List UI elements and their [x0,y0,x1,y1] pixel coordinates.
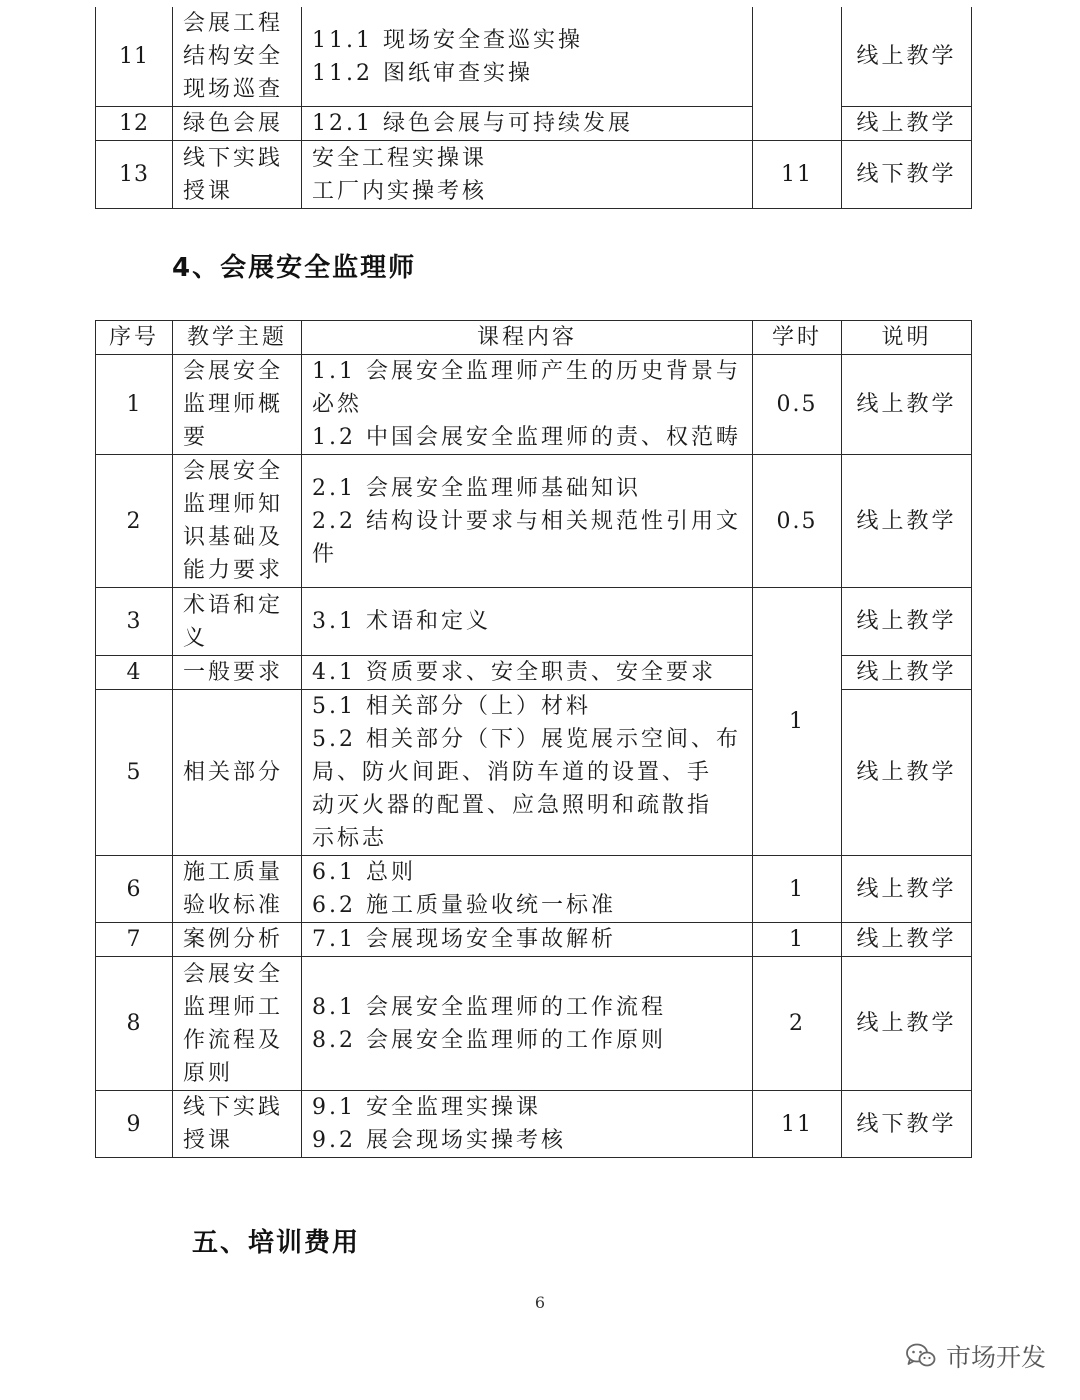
topic-line: 原则 [183,1060,234,1086]
page-number: 6 [534,1293,546,1312]
table-row [96,141,972,209]
row-note: 线上教学 [842,957,972,1091]
row-note: 线上教学 [842,690,972,856]
row-note: 线上教学 [842,588,972,656]
wechat-watermark [906,1338,1046,1374]
content-line: 5.2 相关部分（下）展览展示空间、布 [312,727,741,752]
row-content [302,355,753,455]
row-topic [173,141,302,209]
table-row [96,588,972,656]
content-line: 3.1 术语和定义 [312,609,491,634]
row-hours: 0.5 [753,455,842,588]
topic-line: 监理师知 [183,492,284,517]
row-number: 7 [96,923,173,957]
table-header-row [96,321,972,355]
topic-line: 授课 [183,1128,234,1153]
header-hours: 学时 [753,321,842,355]
table-row [96,923,972,957]
table-row [96,7,972,107]
row-topic [173,588,302,656]
table-row [96,455,972,588]
row-hours: 2 [753,957,842,1091]
topic-line: 会展安全 [183,459,284,484]
content-line: 1.2 中国会展安全监理师的责、权范畴 [312,425,741,450]
content-line: 7.1 会展现场安全事故解析 [312,927,616,952]
content-line: 安全工程实操课 [312,145,488,171]
topic-line: 监理师概 [183,392,284,417]
row-content [302,656,753,690]
table-row [96,856,972,923]
topic-line: 授课 [183,178,234,204]
content-line: 11.1 现场安全查巡实操 [312,27,583,53]
row-content [302,690,753,856]
row-number: 12 [96,107,173,141]
content-line: 1.1 会展安全监理师产生的历史背景与 [312,359,741,384]
row-number: 2 [96,455,173,588]
header-number: 序号 [96,321,173,355]
content-line: 9.1 安全监理实操课 [312,1095,541,1120]
row-note: 线上教学 [842,923,972,957]
row-number: 9 [96,1091,173,1158]
topic-line: 绿色会展 [183,111,284,136]
row-number: 4 [96,656,173,690]
row-content [302,856,753,923]
content-line: 8.2 会展安全监理师的工作原则 [312,1027,666,1053]
row-content [302,923,753,957]
row-hours: 1 [753,856,842,923]
topic-line: 案例分析 [183,927,284,952]
row-topic [173,957,302,1091]
topic-line: 线下实践 [183,145,284,171]
row-number: 6 [96,856,173,923]
table-row [96,1091,972,1158]
row-content [302,588,753,656]
table-row [96,355,972,455]
topic-line: 会展安全 [183,359,284,384]
row-number: 3 [96,588,173,656]
content-line: 4.1 资质要求、安全职责、安全要求 [312,660,716,685]
topic-line: 结构安全 [183,44,284,69]
row-note: 线上教学 [842,856,972,923]
content-line: 必然 [312,392,363,417]
content-line: 工厂内实操考核 [312,178,488,204]
course-table-continued [95,7,972,209]
row-topic [173,690,302,856]
row-number: 1 [96,355,173,455]
row-content [302,455,753,588]
section-heading-supervisor: 4、会展安全监理师 [172,253,417,283]
content-line: 12.1 绿色会展与可持续发展 [312,111,633,136]
row-content [302,957,753,1091]
row-hours: 11 [753,1091,842,1158]
topic-line: 识基础及 [183,525,284,550]
content-line: 2.1 会展安全监理师基础知识 [312,475,641,501]
row-number: 13 [96,141,173,209]
header-topic: 教学主题 [173,321,302,355]
topic-line: 会展安全 [183,961,284,987]
content-line: 6.2 施工质量验收统一标准 [312,893,616,918]
row-content [302,7,753,107]
row-hours: 1 [753,923,842,957]
content-line: 6.1 总则 [312,860,416,885]
course-table-supervisor [95,320,972,1158]
row-hours: 11 [753,141,842,209]
wechat-icon [906,1343,936,1369]
row-number: 8 [96,957,173,1091]
row-note: 线上教学 [842,656,972,690]
topic-line: 线下实践 [183,1095,284,1120]
topic-line: 术语和定 [183,592,284,618]
content-line: 示标志 [312,826,388,851]
row-content [302,141,753,209]
row-topic [173,455,302,588]
content-line: 5.1 相关部分（上）材料 [312,694,591,719]
header-content: 课程内容 [302,321,753,355]
row-note: 线上教学 [842,7,972,107]
topic-line: 义 [183,625,209,651]
row-content [302,107,753,141]
table-row [96,957,972,1091]
topic-line: 要 [183,425,209,450]
row-topic [173,1091,302,1158]
row-hours: 0.5 [753,355,842,455]
row-topic [173,7,302,107]
content-line: 局、防火间距、消防车道的设置、手 [312,760,713,785]
topic-line: 会展工程 [183,11,284,36]
row-topic [173,856,302,923]
row-number: 5 [96,690,173,856]
content-line: 件 [312,541,338,567]
row-note: 线下教学 [842,1091,972,1158]
row-topic [173,923,302,957]
topic-line: 现场巡查 [183,77,284,102]
header-note: 说明 [842,321,972,355]
watermark-text: 市场开发 [945,1343,1046,1372]
row-topic [173,355,302,455]
section-heading-training-fees: 五、培训费用 [192,1228,361,1258]
content-line: 11.2 图纸审查实操 [312,60,533,86]
row-number: 11 [96,7,173,107]
row-note: 线上教学 [842,455,972,588]
row-content [302,1091,753,1158]
row-topic [173,107,302,141]
topic-line: 一般要求 [183,660,284,685]
row-note: 线下教学 [842,141,972,209]
row-topic [173,656,302,690]
topic-line: 相关部分 [183,760,284,785]
row-note: 线上教学 [842,107,972,141]
row-note: 线上教学 [842,355,972,455]
topic-line: 监理师工 [183,994,284,1020]
topic-line: 施工质量 [183,860,284,885]
row-hours [753,7,842,141]
row-hours: 1 [753,588,842,856]
content-line: 9.2 展会现场实操考核 [312,1128,566,1153]
content-line: 8.1 会展安全监理师的工作流程 [312,994,666,1020]
content-line: 动灭火器的配置、应急照明和疏散指 [312,793,713,818]
content-line: 2.2 结构设计要求与相关规范性引用文 [312,508,741,534]
topic-line: 验收标准 [183,893,284,918]
topic-line: 作流程及 [183,1027,284,1053]
topic-line: 能力要求 [183,558,284,583]
